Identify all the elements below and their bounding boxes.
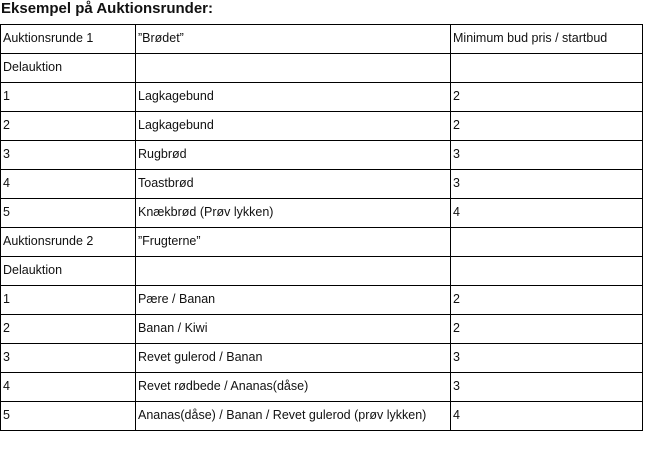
table-row — [1, 286, 643, 315]
round-cell: Auktionsrunde 1 — [1, 25, 136, 54]
min-bid-cell: 3 — [451, 141, 643, 170]
table-row — [1, 228, 643, 257]
min-bid-cell: 2 — [451, 112, 643, 141]
item-cell: Rugbrød — [136, 141, 451, 170]
min-bid-cell: Minimum bud pris / startbud — [451, 25, 643, 54]
item-cell: Knækbrød (Prøv lykken) — [136, 199, 451, 228]
round-cell: 2 — [1, 315, 136, 344]
auction-rounds-table — [0, 24, 643, 431]
table-row — [1, 141, 643, 170]
min-bid-cell — [451, 228, 643, 257]
round-cell: 2 — [1, 112, 136, 141]
table-row — [1, 373, 643, 402]
min-bid-cell: 3 — [451, 170, 643, 199]
table-row — [1, 83, 643, 112]
min-bid-cell: 2 — [451, 315, 643, 344]
min-bid-cell: 2 — [451, 286, 643, 315]
table-row — [1, 112, 643, 141]
item-cell: ”Frugterne” — [136, 228, 451, 257]
table-row — [1, 54, 643, 83]
table-row — [1, 257, 643, 286]
item-cell: ”Brødet” — [136, 25, 451, 54]
table-row — [1, 199, 643, 228]
item-cell: Revet gulerod / Banan — [136, 344, 451, 373]
round-cell: 4 — [1, 170, 136, 199]
min-bid-cell — [451, 54, 643, 83]
item-cell: Revet rødbede / Ananas(dåse) — [136, 373, 451, 402]
round-cell: Delauktion — [1, 257, 136, 286]
round-cell: 1 — [1, 286, 136, 315]
item-cell: Pære / Banan — [136, 286, 451, 315]
item-cell: Ananas(dåse) / Banan / Revet gulerod (prøv lykken) — [136, 402, 451, 431]
item-cell — [136, 257, 451, 286]
round-cell: Auktionsrunde 2 — [1, 228, 136, 257]
round-cell: 3 — [1, 344, 136, 373]
min-bid-cell: 2 — [451, 83, 643, 112]
round-cell: 1 — [1, 83, 136, 112]
round-cell: 5 — [1, 199, 136, 228]
item-cell: Lagkagebund — [136, 83, 451, 112]
item-cell: Lagkagebund — [136, 112, 451, 141]
item-cell: Banan / Kiwi — [136, 315, 451, 344]
min-bid-cell: 3 — [451, 344, 643, 373]
item-cell: Toastbrød — [136, 170, 451, 199]
item-cell — [136, 54, 451, 83]
round-cell: 3 — [1, 141, 136, 170]
table-row — [1, 25, 643, 54]
table-row — [1, 315, 643, 344]
round-cell: 5 — [1, 402, 136, 431]
min-bid-cell: 4 — [451, 402, 643, 431]
round-cell: Delauktion — [1, 54, 136, 83]
min-bid-cell: 3 — [451, 373, 643, 402]
min-bid-cell — [451, 257, 643, 286]
table-row — [1, 402, 643, 431]
table-row — [1, 170, 643, 199]
document-title: Eksempel på Auktionsrunder: — [1, 0, 213, 17]
min-bid-cell: 4 — [451, 199, 643, 228]
table-row — [1, 344, 643, 373]
round-cell: 4 — [1, 373, 136, 402]
